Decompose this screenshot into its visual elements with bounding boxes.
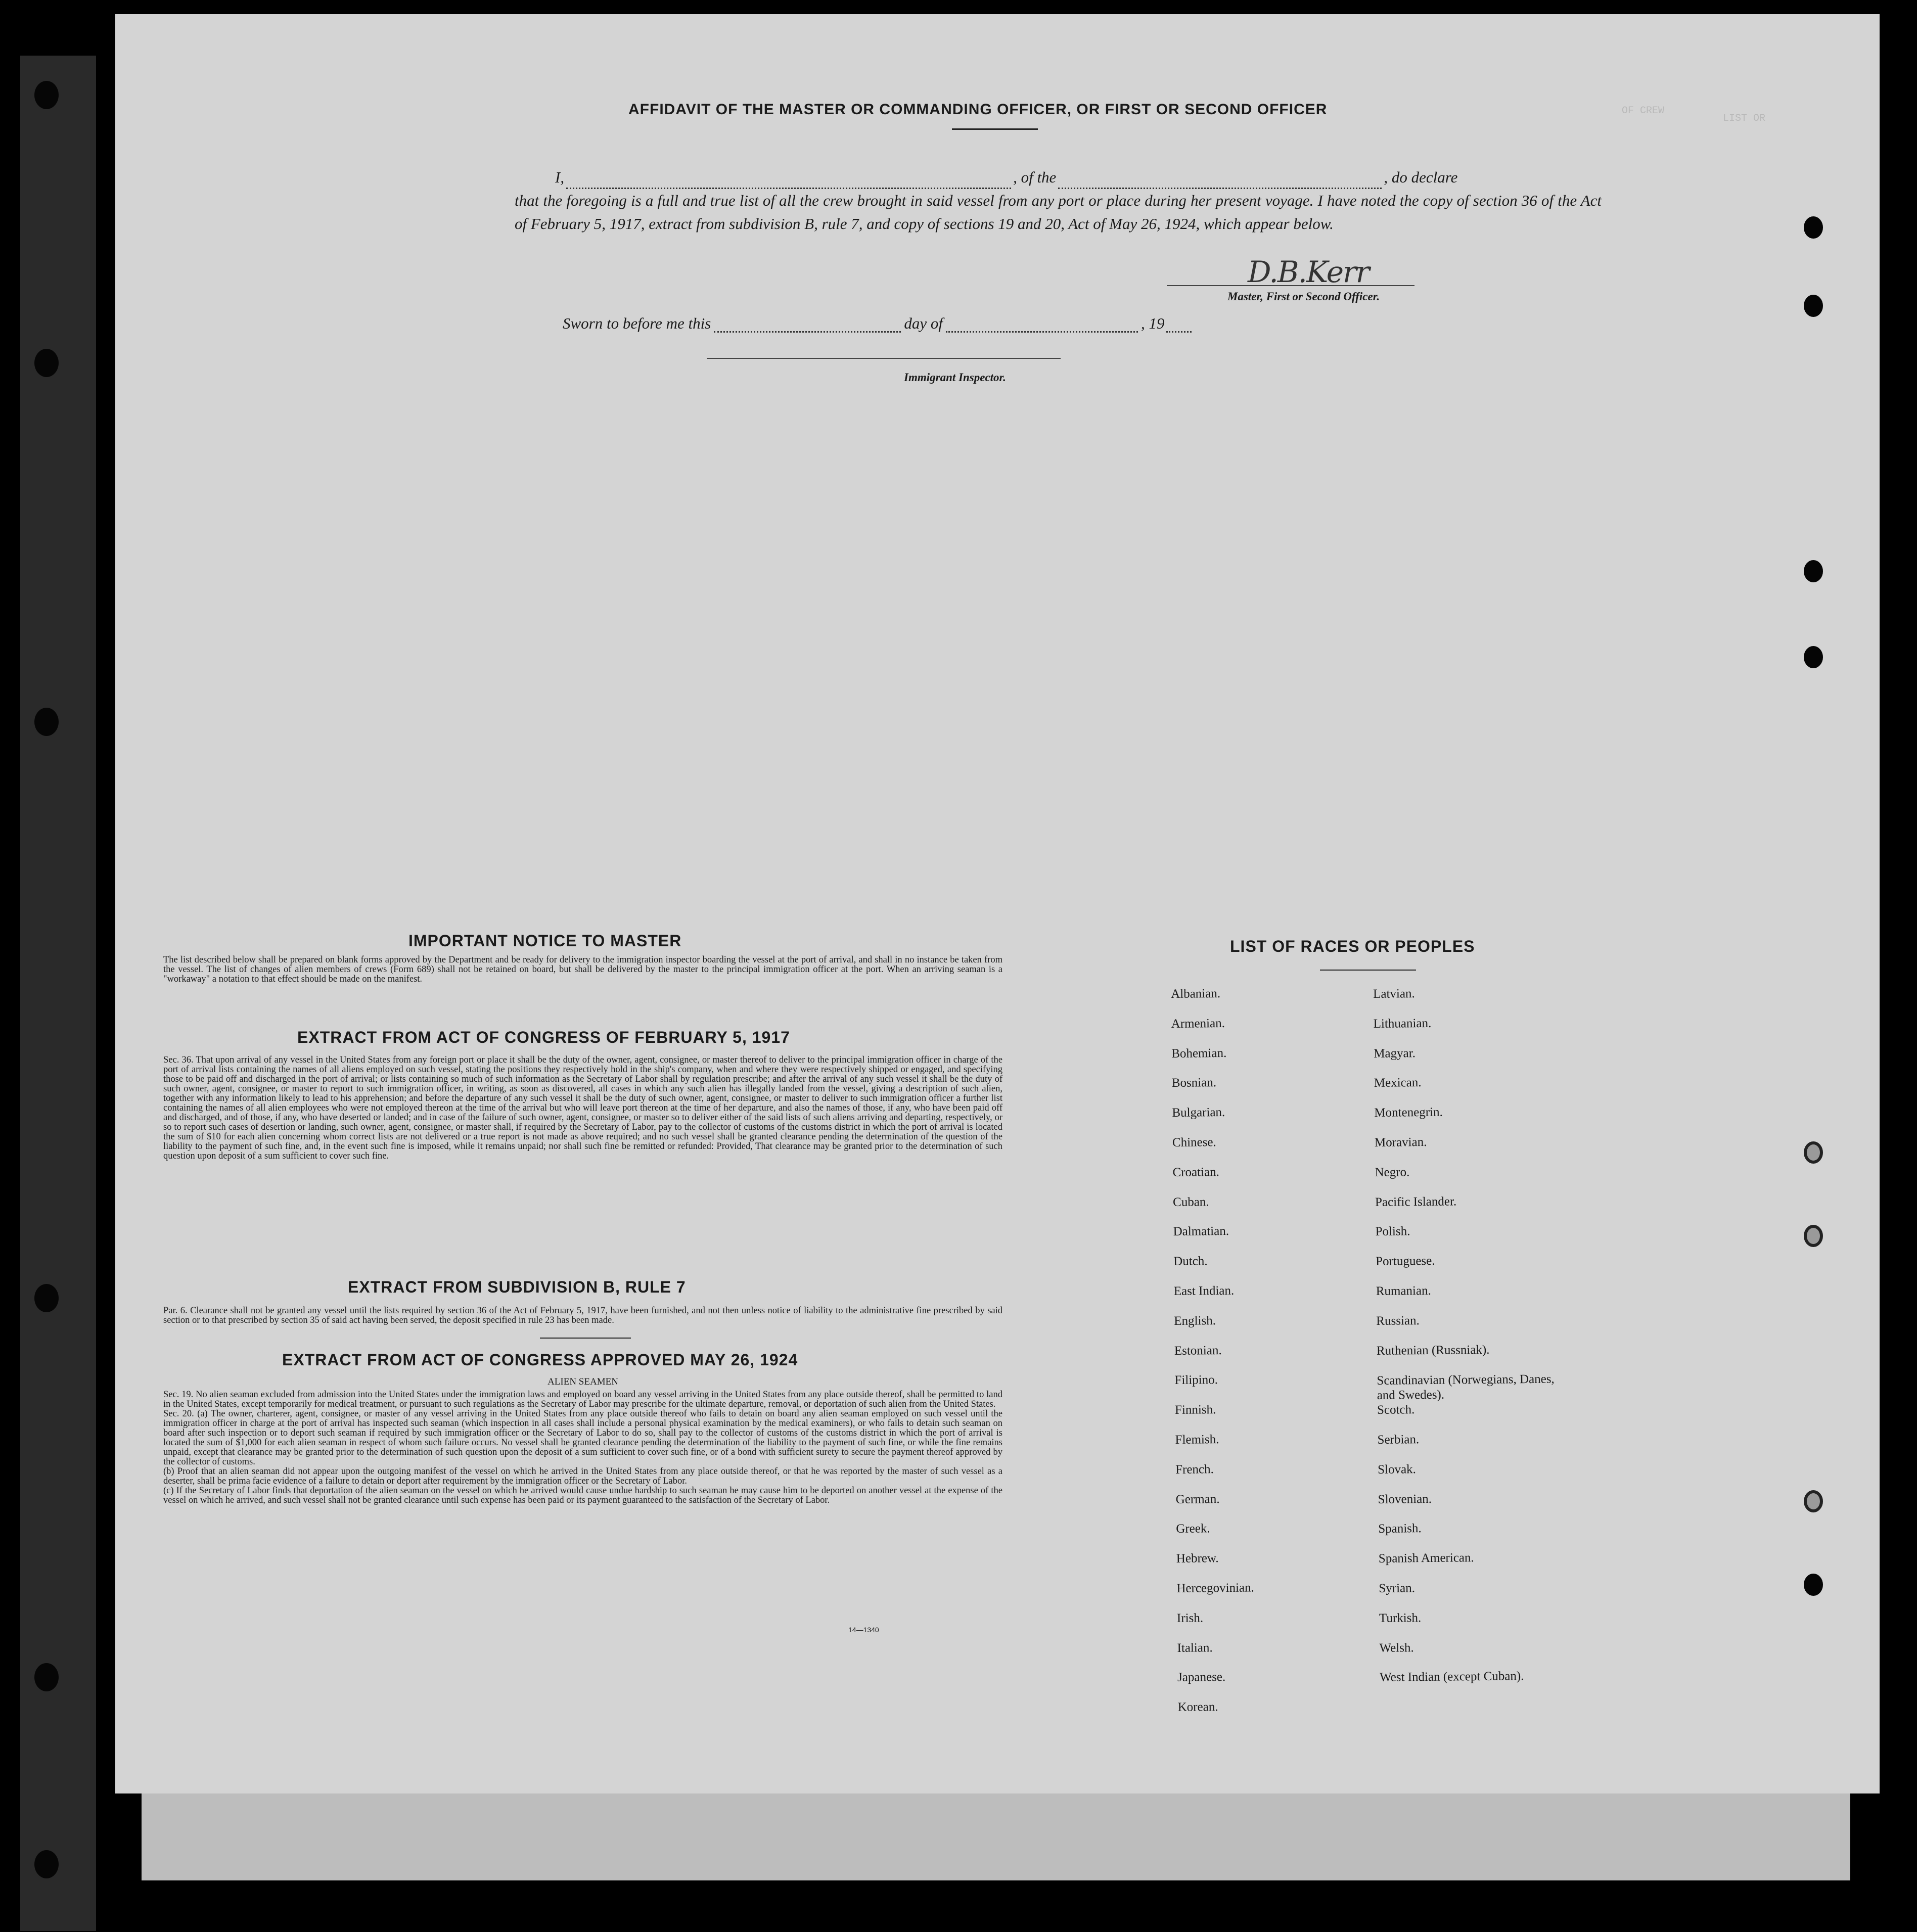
notice-body: The list described below shall be prepared on blank forms approved by the Department and be ready for delivery to the immigration inspector boarding the vessel at the port of arrival, and shall in no instance be taken from the vessel. The list of changes of alien members of crews (Form 689) shall not be retained on board, but shall be delivered by the master to the principal immigration officer at the port. When an arriving seaman is a "workaway" a notation to that effect should be made on the manifest. — [163, 955, 1002, 984]
binder-strip — [20, 56, 96, 1931]
punch-hole — [1804, 646, 1823, 668]
year-label: , 19 — [1140, 314, 1165, 332]
sec-20c: (c) If the Secretary of Labor finds that deportation of the alien seaman on the vessel on which he arrived would cause undue hardship to such seaman he may cause him to be deported on another vessel at the expense of the vessel on which he arrived, and such vessel shall not be granted clearance until such expense has been paid or its payment guaranteed to the satisfaction of the Secretary of Labor. — [163, 1486, 1002, 1505]
extract-1924-title: EXTRACT FROM ACT OF CONGRESS APPROVED MAY 26, 1924 — [282, 1351, 798, 1369]
race-item: Scotch. — [1377, 1403, 1415, 1417]
extract-rule7-title: EXTRACT FROM SUBDIVISION B, RULE 7 — [348, 1278, 686, 1296]
sworn-month-blank[interactable] — [946, 321, 1138, 333]
sworn-day-blank[interactable] — [714, 321, 901, 333]
sec-19: Sec. 19. No alien seaman excluded from admission into the United States under the immigration laws and employed on board any vessel arriving in the United States from any place outside thereof, shall be permitted to land in the United States, except temporarily for medical treatment, or pursuant to such regulations as the Secretary of Labor may prescribe for the ultimate departure, removal, or deportation of such alien from the United States. — [163, 1390, 1002, 1409]
i-label: I, — [555, 168, 565, 186]
bleed-through-text: OF CREW — [1622, 105, 1665, 117]
races-right-column — [1373, 985, 1577, 1700]
race-item: Ruthenian (Russniak). — [1376, 1343, 1490, 1358]
form-number: 14—1340 — [848, 1626, 879, 1634]
race-item: Hercegovinian. — [1176, 1581, 1254, 1595]
race-item: Mexican. — [1374, 1076, 1422, 1090]
race-item: Syrian. — [1379, 1581, 1416, 1595]
race-item: West Indian (except Cuban). — [1379, 1669, 1524, 1685]
signature-label: Master, First or Second Officer. — [1227, 290, 1380, 303]
races-rule — [1320, 970, 1416, 971]
race-item: Moravian. — [1374, 1135, 1427, 1149]
bleed-through-text: LIST OR — [1723, 113, 1766, 124]
extract-rule7-body: Par. 6. Clearance shall not be granted any vessel until the lists required by section 36 of the Act of February 5, 1917, have been furnished, and not then unless notice of liability to the administrative fine prescribed by said section or to that prescribed by section 35 of said act having been served, the deposit specified in rule 23 has been made. — [163, 1306, 1002, 1325]
race-item: Japanese. — [1177, 1670, 1226, 1685]
race-item: Dutch. — [1173, 1254, 1208, 1269]
race-item: Albanian. — [1171, 987, 1221, 1001]
race-item: Armenian. — [1171, 1016, 1225, 1031]
race-item: Rumanian. — [1376, 1283, 1431, 1298]
binder-hole — [34, 81, 59, 109]
race-item: Latvian. — [1373, 987, 1415, 1001]
name-blank[interactable] — [566, 177, 1011, 189]
do-declare-label: , do declare — [1384, 168, 1458, 186]
signature: D.B.Kerr — [1248, 255, 1369, 289]
race-item: English. — [1174, 1313, 1216, 1328]
sec-20a: Sec. 20. (a) The owner, charterer, agent, consignee, or master of any vessel arriving in the United States from any place outside thereof who fails to detain on board any alien seaman employed on such vessel until the immigration officer in charge at the port of arrival has inspected such seaman (which inspection in all cases shall include a personal physical examination by the medical examiners), or who fails to detain such seaman on board after such inspection or to deport such seaman if required by such immigration officer or the Secretary of Labor to do so, shall pay to the collector of customs of the customs district in which the port of arrival is located the sum of $1,000 for each alien seaman in respect of whom such failure occurs. No vessel shall be granted clearance pending the determination of the liability to the payment of such fine, or while the fine remains unpaid, except that clearance may be granted prior to the determination of such question upon the deposit of a sum sufficient to cover such fine, or of a bond with sufficient surety to secure the payment thereof approved by the collector of customs. — [163, 1409, 1002, 1467]
race-item: Korean. — [1177, 1700, 1218, 1715]
punch-hole — [1804, 216, 1823, 239]
race-item: Flemish. — [1175, 1433, 1219, 1447]
affidavit-text — [515, 166, 1602, 236]
extract-1917-title: EXTRACT FROM ACT OF CONGRESS OF FEBRUARY 5, 1917 — [297, 1028, 790, 1046]
of-the-label: , of the — [1013, 168, 1057, 186]
punch-hole — [1804, 295, 1823, 317]
binder-hole — [34, 1663, 59, 1691]
race-item: German. — [1175, 1492, 1220, 1506]
punch-hole — [1804, 1490, 1823, 1512]
binder-hole — [34, 349, 59, 377]
day-of-label: day of — [904, 314, 943, 332]
section-rule — [540, 1338, 631, 1339]
race-item: Greek. — [1176, 1522, 1210, 1536]
extract-1924-body — [163, 1390, 1002, 1505]
race-item: Finnish. — [1174, 1403, 1216, 1417]
race-item: Croatian. — [1172, 1165, 1219, 1179]
sworn-label: Sworn to before me this — [563, 314, 711, 332]
race-item: Slovenian. — [1378, 1492, 1432, 1506]
race-item: Pacific Islander. — [1375, 1194, 1457, 1209]
race-item: Negro. — [1375, 1165, 1410, 1179]
race-item: Bulgarian. — [1172, 1106, 1225, 1120]
race-item: East Indian. — [1173, 1283, 1235, 1298]
race-item: Italian. — [1177, 1640, 1213, 1655]
races-title: LIST OF RACES OR PEOPLES — [1230, 937, 1475, 955]
sec-20b: (b) Proof that an alien seaman did not appear upon the outgoing manifest of the vessel on which he arrived in the United States from any place outside thereof, or that he was reported by the master of such vessel as a deserter, shall be prima facie evidence of a failure to detain or deport after requirement by the immigration officer or the Secretary of Labor. — [163, 1466, 1002, 1486]
race-item: Montenegrin. — [1374, 1105, 1443, 1120]
race-item: Welsh. — [1379, 1640, 1414, 1655]
affidavit-body-text: that the foregoing is a full and true list of all the crew brought in said vessel from any port or place during her present voyage. I have noted the copy of section 36 of the Act of February 5, 1917, extract from subdivision B, rule 7, and copy of sections 19 and 20, Act of May 26, 1924, which appear below. — [515, 192, 1602, 233]
race-item: Filipino. — [1174, 1373, 1218, 1388]
race-item: Irish. — [1176, 1611, 1204, 1625]
race-item: Chinese. — [1172, 1135, 1216, 1149]
race-item: Dalmatian. — [1173, 1224, 1229, 1239]
race-item: Cuban. — [1172, 1194, 1209, 1209]
binder-hole — [34, 1284, 59, 1312]
punch-hole — [1804, 1574, 1823, 1596]
punch-hole — [1804, 1225, 1823, 1247]
punch-hole — [1804, 560, 1823, 582]
race-item: Bosnian. — [1171, 1076, 1217, 1090]
inspector-label: Immigrant Inspector. — [904, 371, 1006, 384]
vessel-blank[interactable] — [1058, 177, 1382, 189]
sworn-line — [563, 314, 1192, 333]
affidavit-title: AFFIDAVIT OF THE MASTER OR COMMANDING OFFICER, OR FIRST OR SECOND OFFICER — [628, 101, 1328, 118]
race-item: Magyar. — [1374, 1046, 1416, 1061]
race-item: Polish. — [1375, 1224, 1410, 1239]
extract-1917-body: Sec. 36. That upon arrival of any vessel in the United States from any foreign port or place it shall be the duty of the owner, agent, consignee, or master thereof to deliver to the principal immigration officer in charge of the port of arrival lists containing the names of all aliens employed on such vessel, stating the positions they respectively hold in the ship's company, when and where they were respectively shipped or engaged, and specifying those to be paid off and discharged in the port of arrival; or lists containing so much of such information as the Secretary of Labor shall by regulation prescribe; and after the arrival of any such vessel it shall be the duty of such owner, agent, consignee, or master to report to such immigration officer, in writing, as soon as discovered, all cases in which any such alien has illegally landed from the vessel, giving a description of such alien, together with any information likely to lead to his apprehension; and before the departure of any such vessel it shall be the duty of such owner, agent, consignee, or master to deliver to such immigration officer a further list containing the names of all alien employees who were not employed thereon at the time of the arrival but who will leave port thereon at the time of her departure, and also the names of those, if any, who have been paid off and discharged, and of those, if any, who have deserted or landed; and in case of the failure of such owner, agent, consignee, or master so to deliver either of the said lists of such aliens arriving and departing, respectively, or so to report such cases of desertion or landing, such owner, agent, consignee, or master shall, if required by the Secretary of Labor, pay to the collector of customs of the customs district in which the port of arrival is located the sum of $10 for each alien concerning whom correct lists are not delivered or a true report is not made as above required; and no such vessel shall be granted clearance pending the determination of the question of the liability to the payment of such fine, and, in the event such fine is imposed, while it remains unpaid; nor shall such fine be remitted or refunded: Provided, That clearance may be granted prior to the determination of such question upon deposit of a sum sufficient to cover such fine. — [163, 1055, 1002, 1161]
punch-hole — [1804, 1141, 1823, 1164]
race-item: Hebrew. — [1176, 1551, 1219, 1566]
binder-hole — [34, 708, 59, 736]
notice-title: IMPORTANT NOTICE TO MASTER — [408, 932, 682, 950]
alien-seamen-subtitle: ALIEN SEAMEN — [547, 1376, 618, 1387]
binder-hole — [34, 1850, 59, 1878]
race-item: French. — [1175, 1462, 1214, 1477]
race-item: Slovak. — [1378, 1462, 1416, 1477]
race-item: Serbian. — [1377, 1433, 1420, 1447]
sworn-year-blank[interactable] — [1166, 321, 1192, 333]
race-item: Scandinavian (Norwegians, Danes, and Swedes). — [1377, 1372, 1555, 1403]
race-item: Spanish American. — [1378, 1551, 1474, 1566]
race-item: Portuguese. — [1376, 1254, 1435, 1269]
inspector-line — [707, 358, 1061, 359]
title-rule — [952, 128, 1038, 130]
race-item: Lithuanian. — [1373, 1016, 1432, 1031]
race-item: Turkish. — [1379, 1611, 1422, 1625]
race-item: Bohemian. — [1171, 1046, 1227, 1061]
race-item: Estonian. — [1174, 1343, 1222, 1358]
race-item: Russian. — [1376, 1313, 1420, 1328]
races-left-column — [1171, 987, 1256, 1730]
race-item: Spanish. — [1378, 1522, 1422, 1536]
document-page — [115, 14, 1880, 1793]
